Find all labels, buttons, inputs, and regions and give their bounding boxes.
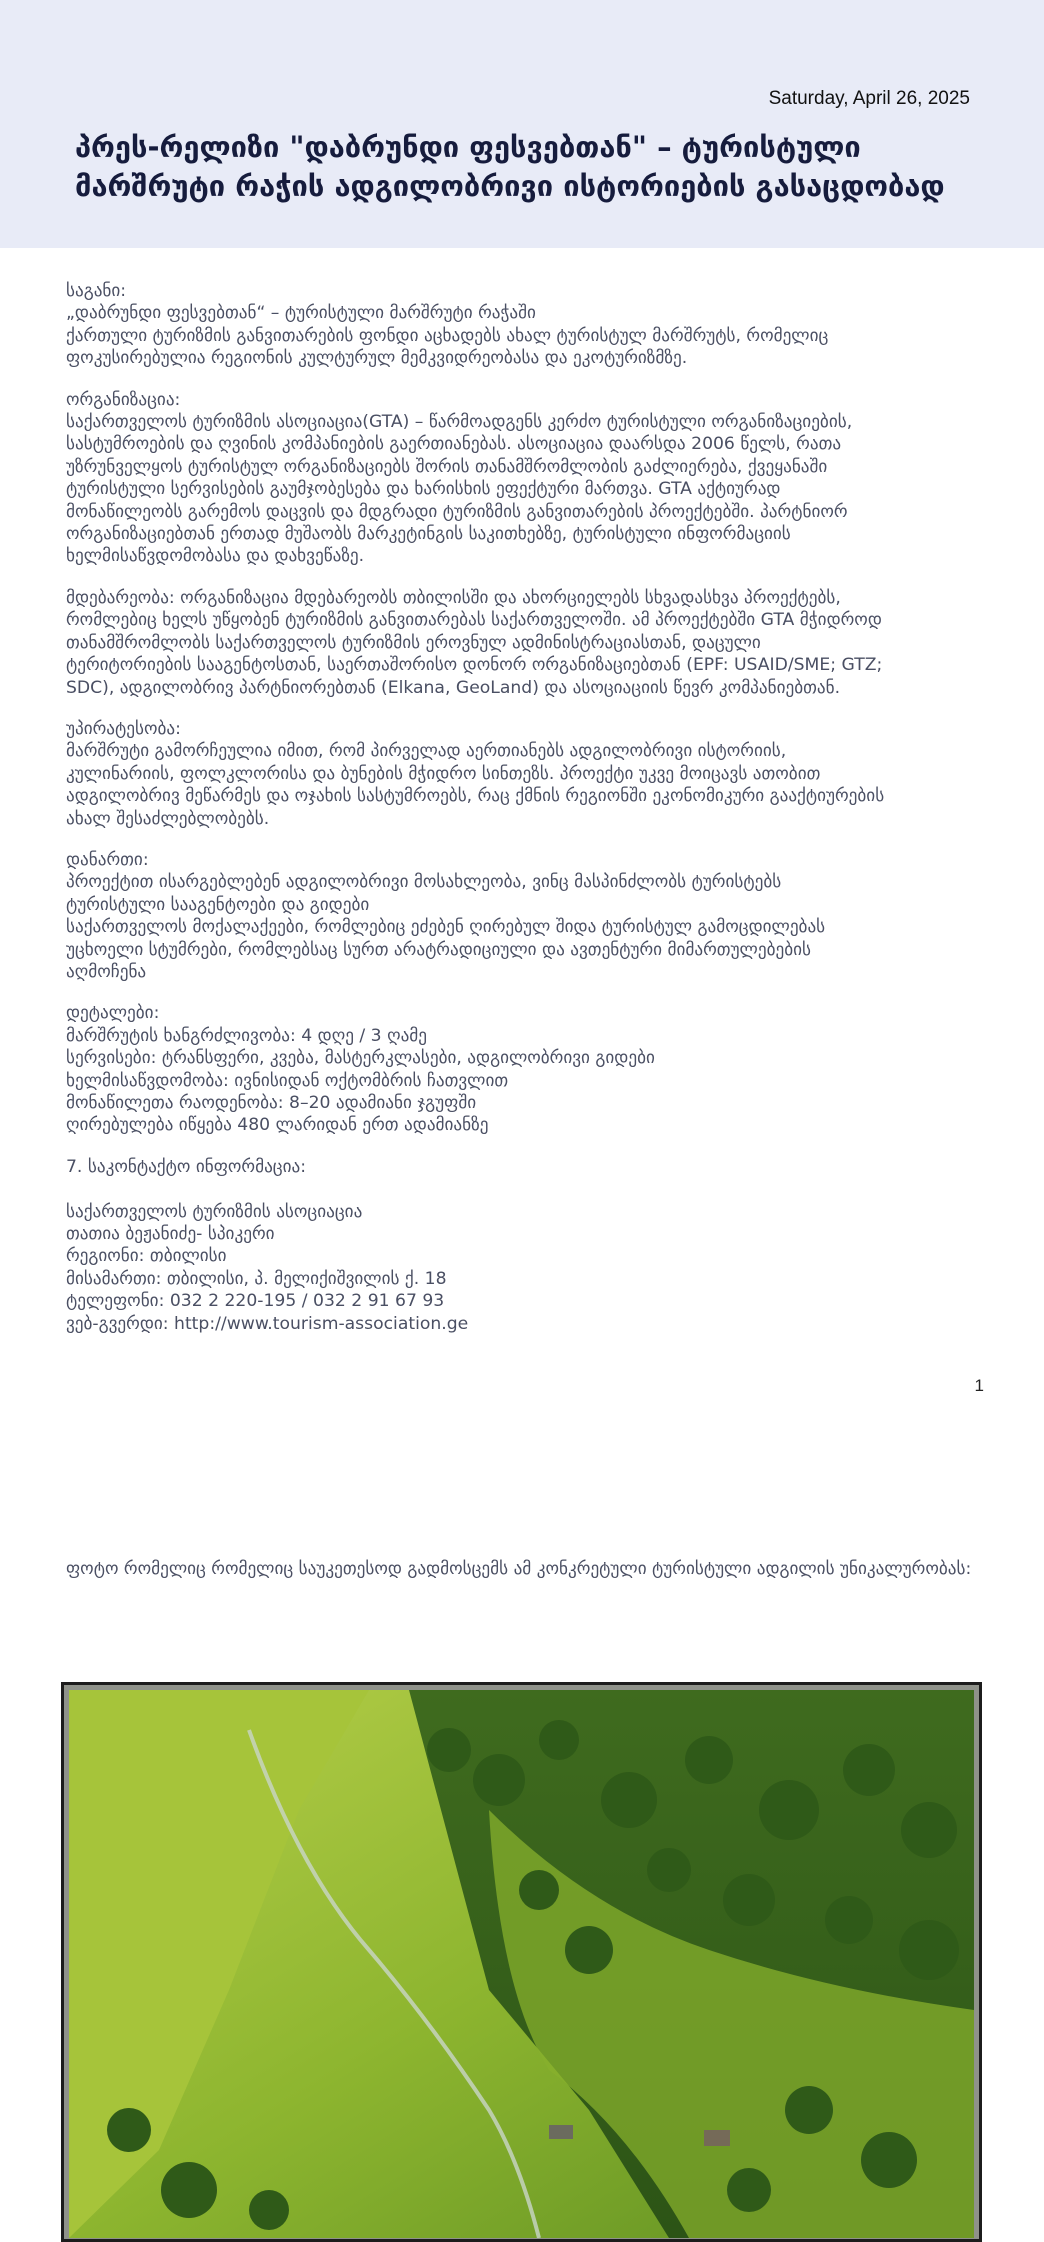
header-band xyxy=(0,0,1044,248)
body-text-line: საქართველოს ტურიზმის ასოციაცია xyxy=(66,1201,363,1222)
body-section xyxy=(66,280,976,370)
body-section xyxy=(66,1002,976,1136)
body-text-line: ტურისტული სერვისების გაუმჯობესება და ხარისხის ეფექტური მართვა. GTA აქტიურად xyxy=(66,479,781,500)
photo-caption: ფოტო რომელიც რომელიც საუკეთესოდ გადმოსცემს ამ კონკრეტული ტურისტული ადგილის უნიკალურობას: xyxy=(66,1559,972,1579)
body-text-line: საქართველოს ტურიზმის ასოციაცია(GTA) – წარმოადგენს კერძო ტურისტული ორგანიზაციების, xyxy=(66,412,853,433)
body-section xyxy=(66,1156,976,1335)
body-text-line: ორგანიზაცია: xyxy=(66,389,181,410)
document-date: Saturday, April 26, 2025 xyxy=(768,88,970,109)
body-text-line: ქართული ტურიზმის განვითარების ფონდი აცხადებს ახალ ტურისტულ მარშრუტს, რომელიც xyxy=(66,325,829,346)
body-text-line: სასტუმროების და ღვინის კომპანიების გაერთიანებას. ასოციაცია დაარსდა 2006 წელს, რათა xyxy=(66,434,842,455)
body-text-line: დეტალები: xyxy=(66,1003,160,1024)
body-text-line: ხელმისაწვდომობასა და დახვეწაზე. xyxy=(66,546,365,567)
body-text-line: SDC), ადგილობრივ პარტნიორებთან (Elkana, GeoLand) და ასოციაციის წევრ კომპანიებთან. xyxy=(66,677,841,698)
body-text-line: მარშრუტი გამორჩეულია იმით, რომ პირველად აერთიანებს ადგილობრივი ისტორიის, xyxy=(66,741,787,762)
body-text-line: მისამართი: თბილისი, პ. მელიქიშვილის ქ. 18 xyxy=(66,1268,447,1289)
body-text-line: აღმოჩენა xyxy=(66,961,147,982)
body-section xyxy=(66,849,976,983)
body-text-line: დანართი: xyxy=(66,849,149,870)
body-section xyxy=(66,389,976,568)
body-text-line: სერვისები: ტრანსფერი, კვება, მასტერკლასები, ადგილობრივი გიდები xyxy=(66,1048,655,1069)
body-text-line: პროექტით ისარგებლებენ ადგილობრივი მოსახლეობა, ვინც მასპინძლობს ტურისტებს xyxy=(66,872,782,893)
mountain-valley-image xyxy=(69,1690,974,2238)
document-title: პრეს-რელიზი "დაბრუნდი ფესვებთან" – ტურისტული მარშრუტი რაჭის ადგილობრივი ისტორიების გასაცდობად xyxy=(75,130,945,203)
body-text-line: ვებ-გვერდი: http://www.tourism-association.ge xyxy=(66,1313,469,1334)
body-text-line: საქართველოს მოქალაქეები, რომლებიც ეძებენ ღირებულ შიდა ტურისტულ გამოცდილებას xyxy=(66,917,826,938)
body-text-line: ახალ შესაძლებლობებს. xyxy=(66,808,270,829)
body-text-line: რომლებიც ხელს უწყობენ ტურიზმის განვითარებას საქართველოში. ამ პროექტებში GTA მჭიდროდ xyxy=(66,610,882,631)
body-text-line: კულინარიის, ფოლკლორისა და ბუნების მჭიდრო სინთეზს. პროექტი უკვე მოიცავს ათობით xyxy=(66,763,821,784)
body-text-line: მარშრუტის ხანგრძლივობა: 4 დღე / 3 ღამე xyxy=(66,1025,428,1046)
body-text-line: ტერიტორიების სააგენტოსთან, საერთაშორისო დონორ ორგანიზაციებთან (EPF: USAID/SME; GTZ; xyxy=(66,655,883,676)
body-section xyxy=(66,587,976,699)
body-section xyxy=(66,718,976,830)
landscape-photo xyxy=(61,1682,982,2242)
body-text-line: თათია ბეჟანიძე- სპიკერი xyxy=(66,1224,275,1245)
body-text-line: თანამშრომლობს საქართველოს ტურიზმის ეროვნულ ადმინისტრაციასთან, დაცული xyxy=(66,632,761,653)
body-text-line: მონაწილეობს გარემოს დაცვის და მდგრადი ტურიზმის განვითარების პროექტებში. პარტნიორ xyxy=(66,501,848,522)
body-text-line: ორგანიზაციებთან ერთად მუშაობს მარკეტინგის საკითხებზე, ტურისტული ინფორმაციის xyxy=(66,524,791,545)
body-text-line: რეგიონი: თბილისი xyxy=(66,1246,227,1267)
body-text-line: 7. საკონტაქტო ინფორმაცია: xyxy=(66,1156,307,1177)
body-text-line: უზრუნველყოს ტურისტულ ორგანიზაციებს შორის თანამშრომლობის გაძლიერება, ქვეყანაში xyxy=(66,456,828,477)
body-text-line: ხელმისაწვდომობა: ივნისიდან ოქტომბრის ჩათვლით xyxy=(66,1070,509,1091)
body-text-line: ტურისტული სააგენტოები და გიდები xyxy=(66,894,370,915)
body-text-line: მონაწილეთა რაოდენობა: 8–20 ადამიანი ჯგუფში xyxy=(66,1093,477,1113)
body-text-line: მდებარეობა: ორგანიზაცია მდებარეობს თბილისში და ახორციელებს სხვადასხვა პროექტებს, xyxy=(66,587,841,608)
body-text-line: უცხოელი სტუმრები, რომლებსაც სურთ არატრადიციული და ავთენტური მიმართულებების xyxy=(66,939,811,960)
body-text-line: ადგილობრივ მეწარმეს და ოჯახის სასტუმროებს, რაც ქმნის რეგიონში ეკონომიკური გააქტიურების xyxy=(66,786,885,807)
body-text-line: საგანი: xyxy=(66,281,127,301)
body-text-line xyxy=(66,1178,976,1200)
document-body xyxy=(66,280,976,1354)
body-text-line: უპირატესობა: xyxy=(66,718,181,739)
body-text-line: ტელეფონი: 032 2 220-195 / 032 2 91 67 93 xyxy=(66,1291,445,1312)
body-text-line: ფოკუსირებულია რეგიონის კულტურულ მემკვიდრეობასა და ეკოტურიზმზე. xyxy=(66,348,688,369)
page-number: 1 xyxy=(974,1376,984,1395)
body-text-line: ღირებულება იწყება 480 ლარიდან ერთ ადამიანზე xyxy=(66,1115,489,1136)
body-text-line: „დაბრუნდი ფესვებთან“ – ტურისტული მარშრუტი რაჭაში xyxy=(66,303,536,324)
